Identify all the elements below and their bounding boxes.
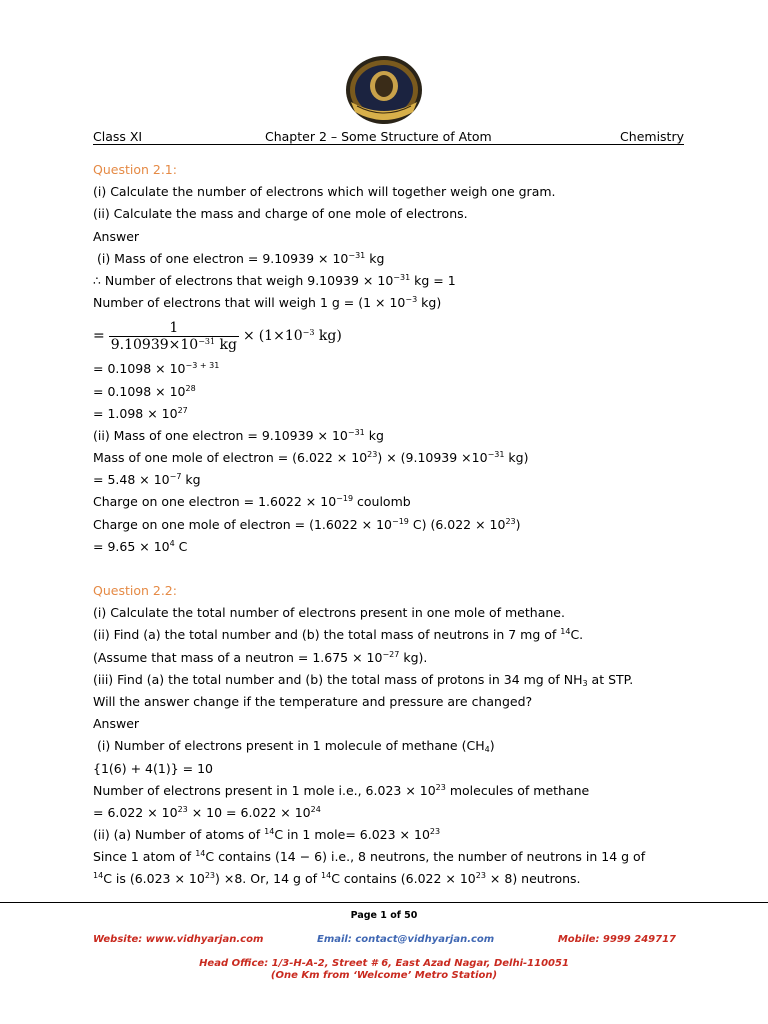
answer-line: $^{14}$C is $(6.023 \times 10^{23}) \times 8$. Or, 14 g of $^{14}$C contains $(6.022 \times 10^{23} \times 8)$ neutrons. [93,871,581,887]
answer-line: Charge on one mole of electron = ($1.6022 \times 10^{-19}$ C) $(6.022 \times 10^{23})$ [93,516,521,532]
subject-label: Chemistry [620,129,684,144]
question-text: (ii) Calculate the mass and charge of one mole of electrons. [93,206,468,222]
contact-bar [93,934,676,948]
institute-logo [343,50,425,126]
question-2-2-title: Question 2.2: [93,583,177,598]
mobile-number: Mobile: 9999 249717 [557,934,676,945]
question-text: (iii) Find (a) the total number and (b) the total mass of protons in 34 mg of $NH_3$ at STP. [93,671,634,688]
website-link[interactable]: Website: www.vidhyarjan.com [93,934,264,945]
answer-line: Charge on one electron = $1.6022 \times 10^{-19}$ coulomb [93,494,411,510]
answer-line: Number of electrons present in 1 mole i.e., $6.023 \times 10^{23}$ molecules of methane [93,782,590,798]
answer-line: Since 1 atom of $^{14}$C contains (14 − 6) i.e., 8 neutrons, the number of neutrons in 14 g of [93,849,646,865]
page-number: Page 1 of 50 [350,910,418,921]
answer-line: = $0.1098 \times 10^{28}$ [93,383,196,399]
question-text: (Assume that mass of a neutron = $1.675 \times 10^{-27}$ kg). [93,649,428,665]
question-text: (ii) Find (a) the total number and (b) the total mass of neutrons in 7 mg of $^{14}$C. [93,627,584,643]
page-header [93,128,684,145]
answer-line: = $0.1098 \times 10^{-3 + 31}$ [93,361,220,377]
question-2-1-title: Question 2.1: [93,162,177,177]
question-text: Will the answer change if the temperature and pressure are changed? [93,693,533,709]
answer-line: = $5.48 \times 10^{-7}$ kg [93,472,201,488]
answer-label: Answer [93,716,140,732]
office-landmark: (One Km from ‘Welcome’ Metro Station) [270,970,498,981]
answer-line: = $6.022 \times 10^{23} \times 10 = 6.022 \times 10^{24}$ [93,804,321,820]
answer-line: (i) Mass of one electron = $9.10939 \times 10^{-31}$ kg [93,250,385,266]
answer-line: Mass of one mole of electron = $(6.022 \times 10^{23}) \times (9.10939 \times 10^{-31}$ kg) [93,450,529,466]
page-content [93,159,693,891]
answer-line: (ii) (a) Number of atoms of $^{14}$C in 1 mole= $6.023 \times 10^{23}$ [93,827,441,843]
answer-line: (ii) Mass of one electron = $9.10939 \times 10^{-31}$ kg [93,427,384,443]
email-link[interactable]: Email: contact@vidhyarjan.com [317,934,495,945]
question-text: (i) Calculate the number of electrons which will together weigh one gram. [93,184,556,200]
office-address: Head Office: 1/3-H-A-2, Street # 6, East Azad Nagar, Delhi-110051 [199,958,569,969]
answer-line: ∴ Number of electrons that weigh $9.10939 \times 10^{-31}$ kg = 1 [93,272,456,288]
class-label: Class XI [93,129,143,144]
answer-label: Answer [93,228,140,244]
fraction-equation: = $\frac{1}{9.10939\times 10^{-31} kg}$ × ($1\times 10^{-3}$ kg) [93,319,342,353]
answer-line: {1(6) + 4(1)} = 10 [93,760,213,776]
chapter-title: Chapter 2 – Some Structure of Atom [265,129,492,144]
answer-line: = $1.098 \times 10^{27}$ [93,405,188,421]
answer-line: Number of electrons that will weigh 1 $g = (1 \times 10^{-3}$ kg) [93,295,442,311]
answer-line: = $9.65 \times 10^4$ C [93,538,188,554]
footer-divider [0,902,768,903]
answer-line: (i) Number of electrons present in 1 molecule of methane $(CH_4)$ [93,738,495,755]
question-text: (i) Calculate the total number of electrons present in one mole of methane. [93,605,565,621]
